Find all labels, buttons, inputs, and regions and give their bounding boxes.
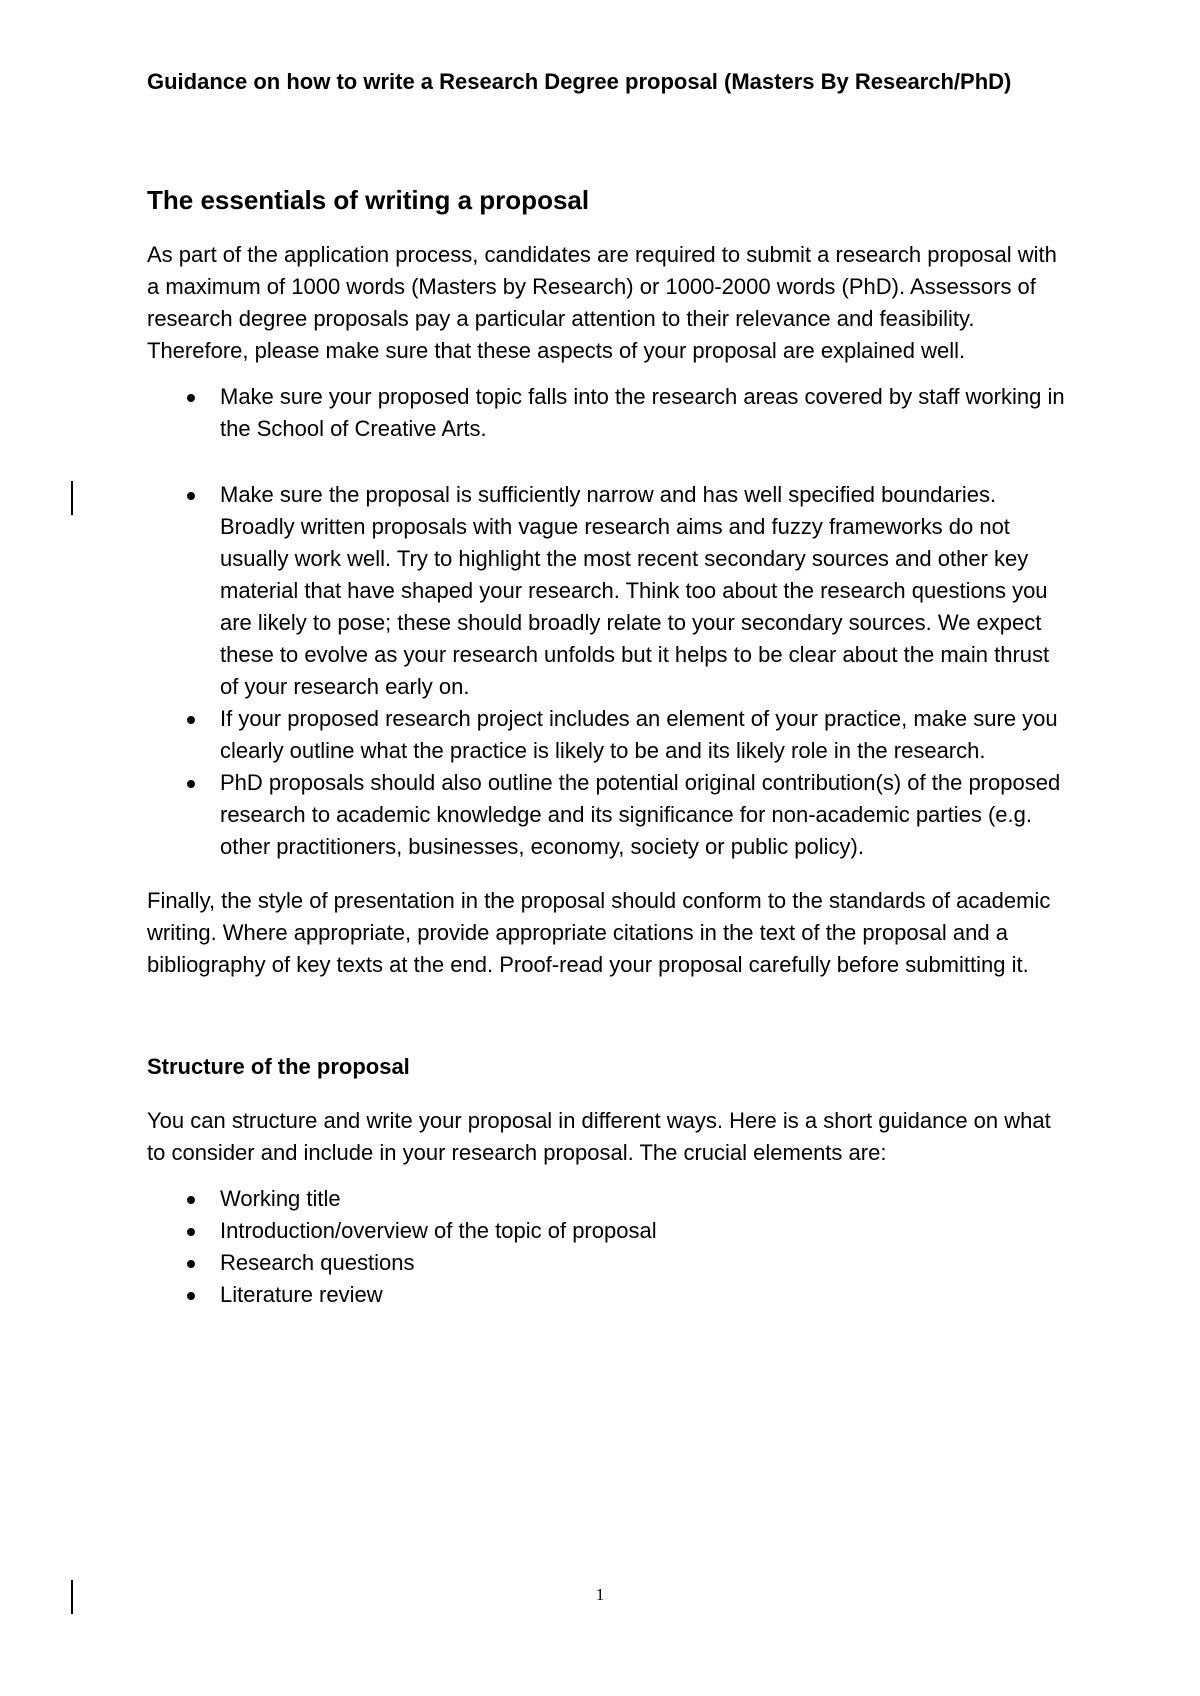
structure-bullet-list — [147, 1183, 1067, 1311]
list-item-text: Make sure the proposal is sufficiently narrow and has well specified boundaries. Broadly written proposals with vague research aims and fuzzy frameworks do not usually work well. Try to highlight the most recent secondary sources and other key material that have shaped your research. Think too about the research questions you are likely to pose; these should broadly relate to your secondary sources. We expect these to evolve as your research unfolds but it helps to be clear about the main thrust of your research early on. — [220, 482, 1050, 699]
bullet-icon — [187, 1228, 195, 1236]
section-heading-structure: Structure of the proposal — [147, 1054, 410, 1079]
bullet-icon — [187, 1196, 195, 1204]
document-title: Guidance on how to write a Research Degree proposal (Masters By Research/PhD) — [147, 69, 1012, 94]
structure-intro-paragraph: You can structure and write your proposal in different ways. Here is a short guidance on what to consider and include in your research proposal. The crucial elements are: — [147, 1108, 1051, 1165]
list-item-text: Working title — [220, 1186, 341, 1211]
list-item-text: Introduction/overview of the topic of proposal — [220, 1218, 657, 1243]
list-item-text: Research questions — [220, 1250, 415, 1275]
list-item — [147, 1247, 1067, 1279]
list-item — [147, 1183, 1067, 1215]
list-item-text: Make sure your proposed topic falls into the research areas covered by staff working in the School of Creative Arts. — [220, 384, 1065, 441]
list-item — [147, 479, 1067, 703]
bullet-icon — [187, 394, 195, 402]
section-heading-essentials: The essentials of writing a proposal — [147, 185, 590, 215]
bullet-icon — [187, 492, 195, 500]
list-item — [147, 703, 1067, 767]
page-content — [147, 66, 1067, 1311]
bullet-icon — [187, 780, 195, 788]
page-number: 1 — [595, 1585, 605, 1604]
list-item — [147, 381, 1067, 445]
essentials-bullet-list — [147, 381, 1067, 863]
list-item-text: If your proposed research project includes an element of your practice, make sure you clearly outline what the practice is likely to be and its likely role in the research. — [220, 706, 1058, 763]
essentials-intro-paragraph: As part of the application process, candidates are required to submit a research proposal with a maximum of 1000 words (Masters by Research) or 1000-2000 words (PhD). Assessors of research degree proposals pay a particular attention to their relevance and feasibility. Therefore, please make sure that these aspects of your proposal are explained well. — [147, 242, 1057, 363]
list-item-text: PhD proposals should also outline the potential original contribution(s) of the proposed research to academic knowledge and its significance for non-academic parties (e.g. other practitioners, businesses, economy, society or public policy). — [220, 770, 1061, 859]
bullet-icon — [187, 1260, 195, 1268]
bullet-icon — [187, 1292, 195, 1300]
change-bar — [71, 481, 73, 515]
list-item — [147, 767, 1067, 863]
essentials-closing-paragraph: Finally, the style of presentation in the proposal should conform to the standards of academic writing. Where appropriate, provide appropriate citations in the text of the proposal and a bibliography of key texts at the end. Proof-read your proposal carefully before submitting it. — [147, 888, 1051, 977]
list-item-text: Literature review — [220, 1282, 383, 1307]
bullet-icon — [187, 716, 195, 724]
list-item — [147, 1279, 1067, 1311]
list-item — [147, 1215, 1067, 1247]
